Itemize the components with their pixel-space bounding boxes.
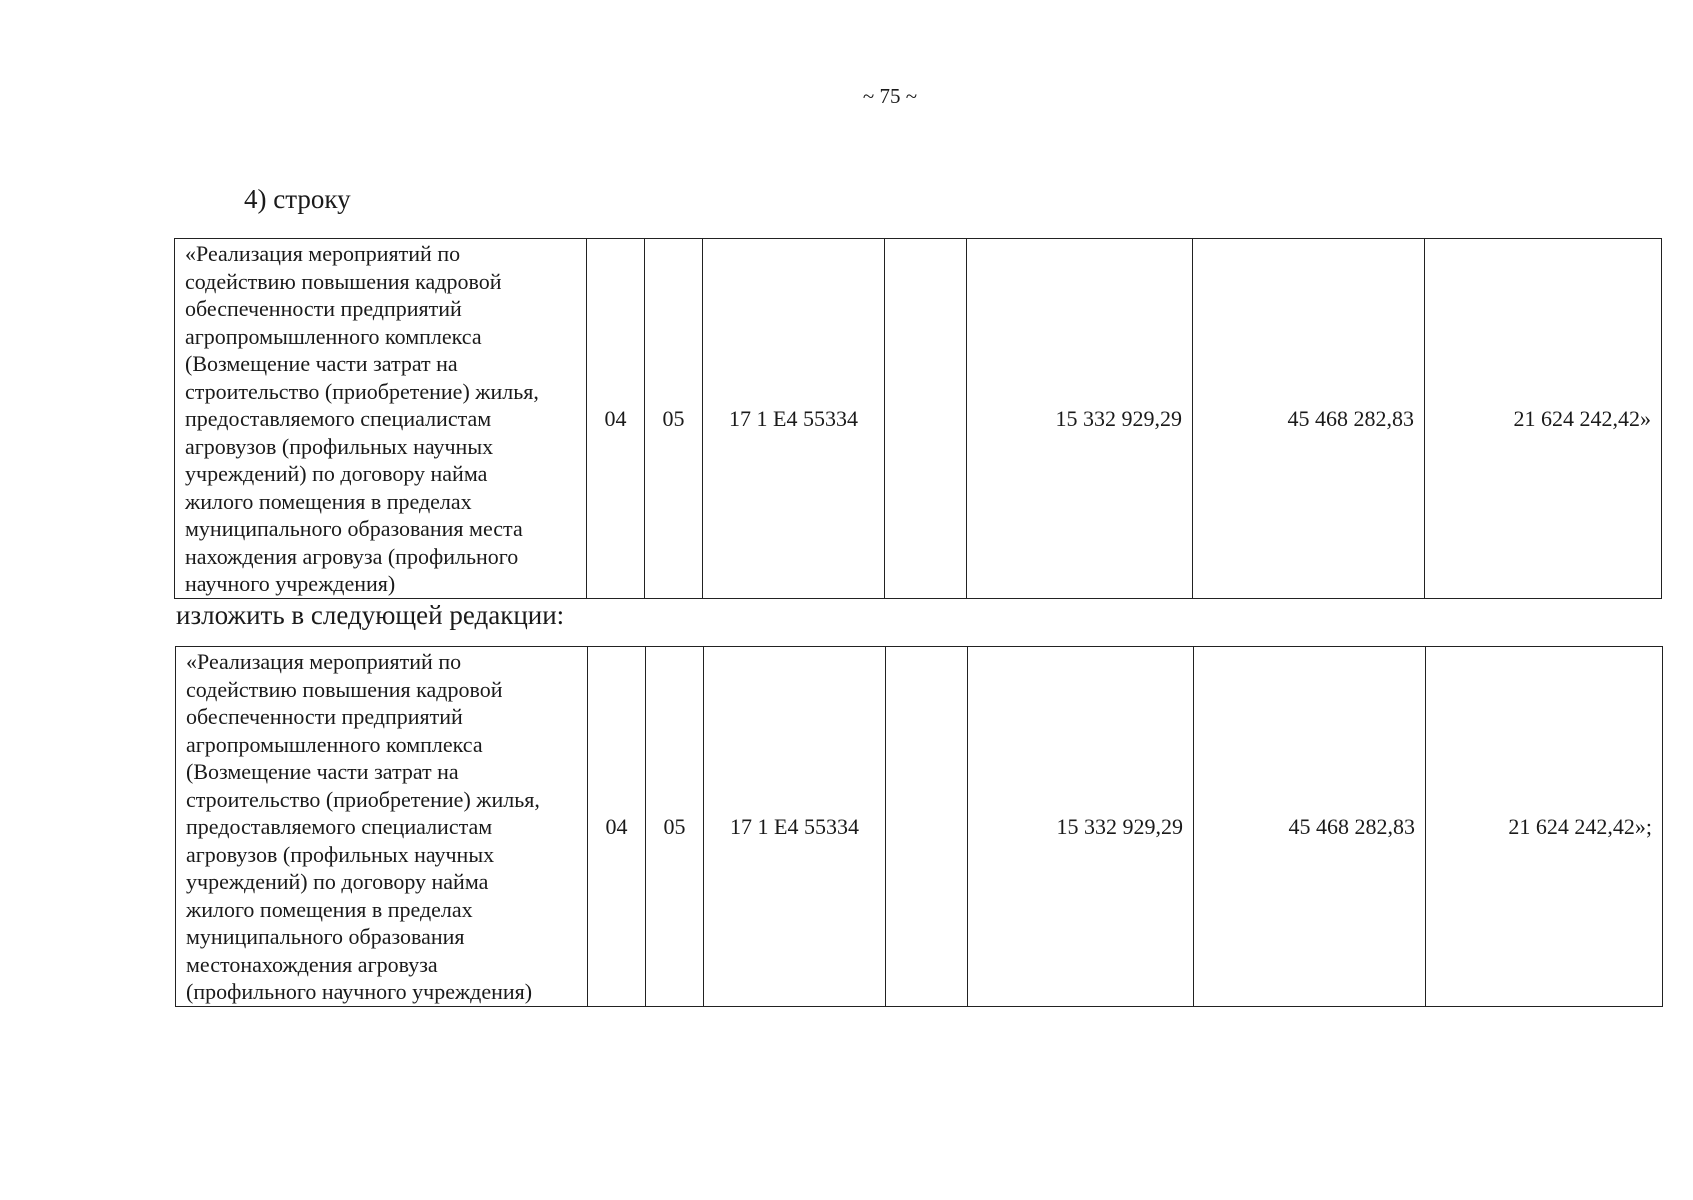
subsection-code: 05 xyxy=(645,239,703,599)
description-line: обеспеченности предприятий xyxy=(186,704,463,729)
amount-3: 21 624 242,42» xyxy=(1425,239,1662,599)
description-line: муниципального образования xyxy=(186,924,465,949)
description-line: обеспеченности предприятий xyxy=(185,296,462,321)
description-line: муниципального образования места xyxy=(185,516,523,541)
description-line: агропромышленного комплекса xyxy=(185,323,482,349)
expense-type-code xyxy=(886,647,968,1007)
table-row xyxy=(176,647,1663,1007)
description-line: строительство (приобретение) жилья, xyxy=(186,786,540,812)
description-line: предоставляемого специалистам xyxy=(185,406,492,431)
amount-1: 15 332 929,29 xyxy=(967,239,1193,599)
budget-table-old xyxy=(174,238,1662,599)
description-line: «Реализация мероприятий по xyxy=(185,241,461,266)
item-heading: 4) строку xyxy=(244,184,351,214)
description-line: содействию повышения кадровой xyxy=(186,676,503,702)
description-line: местонахождения агровуза xyxy=(186,951,438,977)
section-code: 04 xyxy=(587,239,645,599)
amount-1: 15 332 929,29 xyxy=(968,647,1194,1007)
description-line: «Реализация мероприятий по xyxy=(186,649,462,674)
amount-2: 45 468 282,83 xyxy=(1194,647,1426,1007)
description-line: строительство (приобретение) жилья, xyxy=(185,378,539,404)
table-row xyxy=(175,239,1662,599)
budget-table-new xyxy=(175,646,1663,1007)
section-code: 04 xyxy=(588,647,646,1007)
description-line: учреждений) по договору найма xyxy=(185,461,488,486)
description-line: жилого помещения в пределах xyxy=(186,896,473,922)
description-line: (Возмещение части затрат на xyxy=(186,759,459,784)
description-line: жилого помещения в пределах xyxy=(185,488,472,514)
description-line: предоставляемого специалистам xyxy=(186,814,493,839)
amount-2: 45 468 282,83 xyxy=(1193,239,1425,599)
row-description xyxy=(175,239,587,599)
page-number: ~ 75 ~ xyxy=(862,84,918,108)
target-article-code: 17 1 E4 55334 xyxy=(704,647,886,1007)
description-line: научного учреждения) xyxy=(185,571,396,596)
description-line: агровузов (профильных научных xyxy=(185,433,494,459)
expense-type-code xyxy=(885,239,967,599)
target-article-code: 17 1 E4 55334 xyxy=(703,239,885,599)
subsection-code: 05 xyxy=(646,647,704,1007)
description-line: содействию повышения кадровой xyxy=(185,268,502,294)
description-line: агропромышленного комплекса xyxy=(186,731,483,757)
description-line: учреждений) по договору найма xyxy=(186,869,489,894)
amount-3: 21 624 242,42»; xyxy=(1426,647,1663,1007)
description-line: нахождения агровуза (профильного xyxy=(185,543,519,569)
amendment-instruction: изложить в следующей редакции: xyxy=(176,600,565,630)
description-line: (профильного научного учреждения) xyxy=(186,979,533,1004)
description-line: (Возмещение части затрат на xyxy=(185,351,458,376)
description-line: агровузов (профильных научных xyxy=(186,841,495,867)
row-description xyxy=(176,647,588,1007)
